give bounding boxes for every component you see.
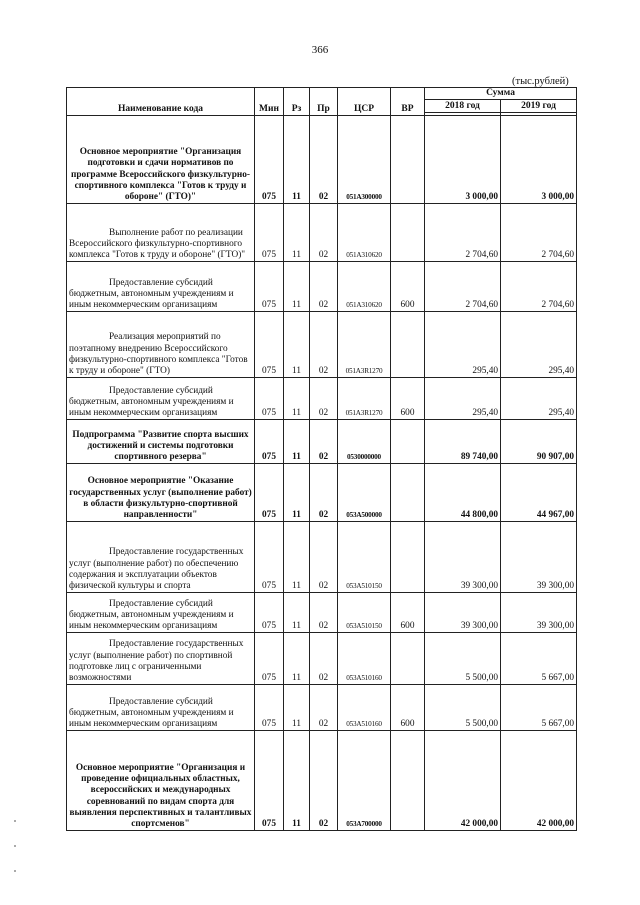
cell-y2: 90 907,00: [501, 420, 577, 464]
cell-min: 075: [255, 420, 284, 464]
cell-y1: 42 000,00: [425, 731, 501, 831]
cell-vr: [391, 633, 425, 685]
cell-y1: 295,40: [425, 378, 501, 420]
cell-pr: 02: [310, 378, 338, 420]
cell-y2: 5 667,00: [501, 633, 577, 685]
cell-vr: [391, 464, 425, 522]
cell-csr: 053А700000: [338, 731, 391, 831]
cell-pr: 02: [310, 464, 338, 522]
cell-y1: 2 704,60: [425, 204, 501, 262]
cell-name: Реализация мероприятий по поэтапному внедрению Всероссийского физкультурно-спортивного комплекса "Готов к труду и обороне" (ГТО): [67, 312, 255, 378]
cell-min: 075: [255, 116, 284, 204]
cell-rz: 11: [284, 262, 310, 312]
cell-vr: 600: [391, 593, 425, 633]
cell-min: 075: [255, 593, 284, 633]
cell-vr: [391, 116, 425, 204]
units-label: (тыс.рублей): [512, 76, 569, 87]
cell-name: Предоставление субсидий бюджетным, автономным учреждениям и иным некоммерческим организациям: [67, 593, 255, 633]
cell-y1: 44 800,00: [425, 464, 501, 522]
cell-name: Предоставление субсидий бюджетным, автономным учреждениям и иным некоммерческим организациям: [67, 262, 255, 312]
header-csr: ЦСР: [338, 88, 391, 116]
table-row: [67, 204, 577, 262]
cell-min: 075: [255, 522, 284, 593]
cell-min: 075: [255, 685, 284, 731]
cell-csr: 053А510150: [338, 593, 391, 633]
cell-pr: 02: [310, 593, 338, 633]
page-number: 366: [311, 44, 329, 56]
header-year-2018: 2018 год: [425, 100, 501, 113]
cell-csr: 051А3R1270: [338, 378, 391, 420]
cell-name: Предоставление государственных услуг (выполнение работ) по обеспечению содержания и эксплуатации объектов физической культуры и спорта: [67, 522, 255, 593]
cell-rz: 11: [284, 731, 310, 831]
cell-vr: [391, 522, 425, 593]
cell-name: Основное мероприятие "Оказание государственных услуг (выполнение работ) в области физкультурно-спортивной направленности": [67, 464, 255, 522]
cell-vr: [391, 731, 425, 831]
header-year-2019: 2019 год: [501, 100, 577, 113]
cell-y1: 295,40: [425, 312, 501, 378]
cell-csr: 053А510160: [338, 685, 391, 731]
cell-y2: 5 667,00: [501, 685, 577, 731]
cell-rz: 11: [284, 312, 310, 378]
table-row: [67, 685, 577, 731]
cell-y2: 3 000,00: [501, 116, 577, 204]
cell-y2: 39 300,00: [501, 593, 577, 633]
cell-min: 075: [255, 262, 284, 312]
cell-min: 075: [255, 312, 284, 378]
cell-y2: 2 704,60: [501, 262, 577, 312]
cell-y1: 39 300,00: [425, 522, 501, 593]
cell-rz: 11: [284, 420, 310, 464]
cell-y2: 42 000,00: [501, 731, 577, 831]
header-pr: Пр: [310, 88, 338, 116]
cell-csr: 051А310620: [338, 262, 391, 312]
cell-y2: 2 704,60: [501, 204, 577, 262]
cell-min: 075: [255, 204, 284, 262]
cell-rz: 11: [284, 633, 310, 685]
cell-csr: 051А300000: [338, 116, 391, 204]
cell-rz: 11: [284, 593, 310, 633]
cell-name: Предоставление субсидий бюджетным, автономным учреждениям и иным некоммерческим организациям: [67, 378, 255, 420]
cell-pr: 02: [310, 420, 338, 464]
cell-rz: 11: [284, 204, 310, 262]
cell-pr: 02: [310, 522, 338, 593]
cell-vr: [391, 312, 425, 378]
header-name: Наименование кода: [67, 88, 255, 116]
cell-name: Предоставление субсидий бюджетным, автономным учреждениям и иным некоммерческим организациям: [67, 685, 255, 731]
cell-min: 075: [255, 464, 284, 522]
cell-pr: 02: [310, 204, 338, 262]
cell-vr: 600: [391, 262, 425, 312]
cell-min: 075: [255, 378, 284, 420]
table-row: [67, 464, 577, 522]
cell-y1: 5 500,00: [425, 685, 501, 731]
cell-csr: 053А500000: [338, 464, 391, 522]
cell-y1: 2 704,60: [425, 262, 501, 312]
table-row: [67, 262, 577, 312]
cell-pr: 02: [310, 262, 338, 312]
cell-y2: 295,40: [501, 378, 577, 420]
header-min: Мин: [255, 88, 284, 116]
cell-rz: 11: [284, 464, 310, 522]
cell-y1: 39 300,00: [425, 593, 501, 633]
cell-pr: 02: [310, 633, 338, 685]
cell-name: Основное мероприятие "Организация подготовки и сдачи нормативов по программе Всероссийского физкультурно-спортивного комплекса "Готов к труду и обороне" (ГТО)": [67, 116, 255, 204]
cell-y1: 3 000,00: [425, 116, 501, 204]
cell-csr: 051А3R1270: [338, 312, 391, 378]
cell-csr: 0530000000: [338, 420, 391, 464]
cell-y2: 44 967,00: [501, 464, 577, 522]
cell-vr: [391, 420, 425, 464]
cell-name: Подпрограмма "Развитие спорта высших достижений и системы подготовки спортивного резерва": [67, 420, 255, 464]
table-body: [67, 116, 577, 831]
table-row: [67, 593, 577, 633]
cell-csr: 053А510160: [338, 633, 391, 685]
table-row: [67, 522, 577, 593]
header-rz: Рз: [284, 88, 310, 116]
cell-min: 075: [255, 731, 284, 831]
table-row: [67, 731, 577, 831]
header-vr: ВР: [391, 88, 425, 116]
cell-name: Основное мероприятие "Организация и проведение официальных областных, всероссийских и международных соревнований по видам спорта для выявления перспективных и талантливых спортсменов": [67, 731, 255, 831]
header-sum: Сумма: [425, 88, 577, 100]
cell-rz: 11: [284, 522, 310, 593]
table-row: [67, 420, 577, 464]
cell-csr: 051А310620: [338, 204, 391, 262]
cell-min: 075: [255, 633, 284, 685]
cell-vr: 600: [391, 685, 425, 731]
cell-vr: 600: [391, 378, 425, 420]
cell-y2: 39 300,00: [501, 522, 577, 593]
table-row: [67, 116, 577, 204]
cell-y1: 5 500,00: [425, 633, 501, 685]
cell-name: Предоставление государственных услуг (выполнение работ) по спортивной подготовке лиц с ограниченными возможностями: [67, 633, 255, 685]
cell-rz: 11: [284, 116, 310, 204]
cell-pr: 02: [310, 685, 338, 731]
cell-name: Выполнение работ по реализации Всероссийского физкультурно-спортивного комплекса "Готов к труду и обороне" (ГТО)": [67, 204, 255, 262]
cell-y2: 295,40: [501, 312, 577, 378]
cell-pr: 02: [310, 116, 338, 204]
table-row: [67, 633, 577, 685]
budget-table: [66, 87, 577, 831]
cell-pr: 02: [310, 731, 338, 831]
cell-pr: 02: [310, 312, 338, 378]
cell-rz: 11: [284, 685, 310, 731]
table-row: [67, 378, 577, 420]
cell-y1: 89 740,00: [425, 420, 501, 464]
table-row: [67, 312, 577, 378]
cell-vr: [391, 204, 425, 262]
cell-csr: 053А510150: [338, 522, 391, 593]
cell-rz: 11: [284, 378, 310, 420]
